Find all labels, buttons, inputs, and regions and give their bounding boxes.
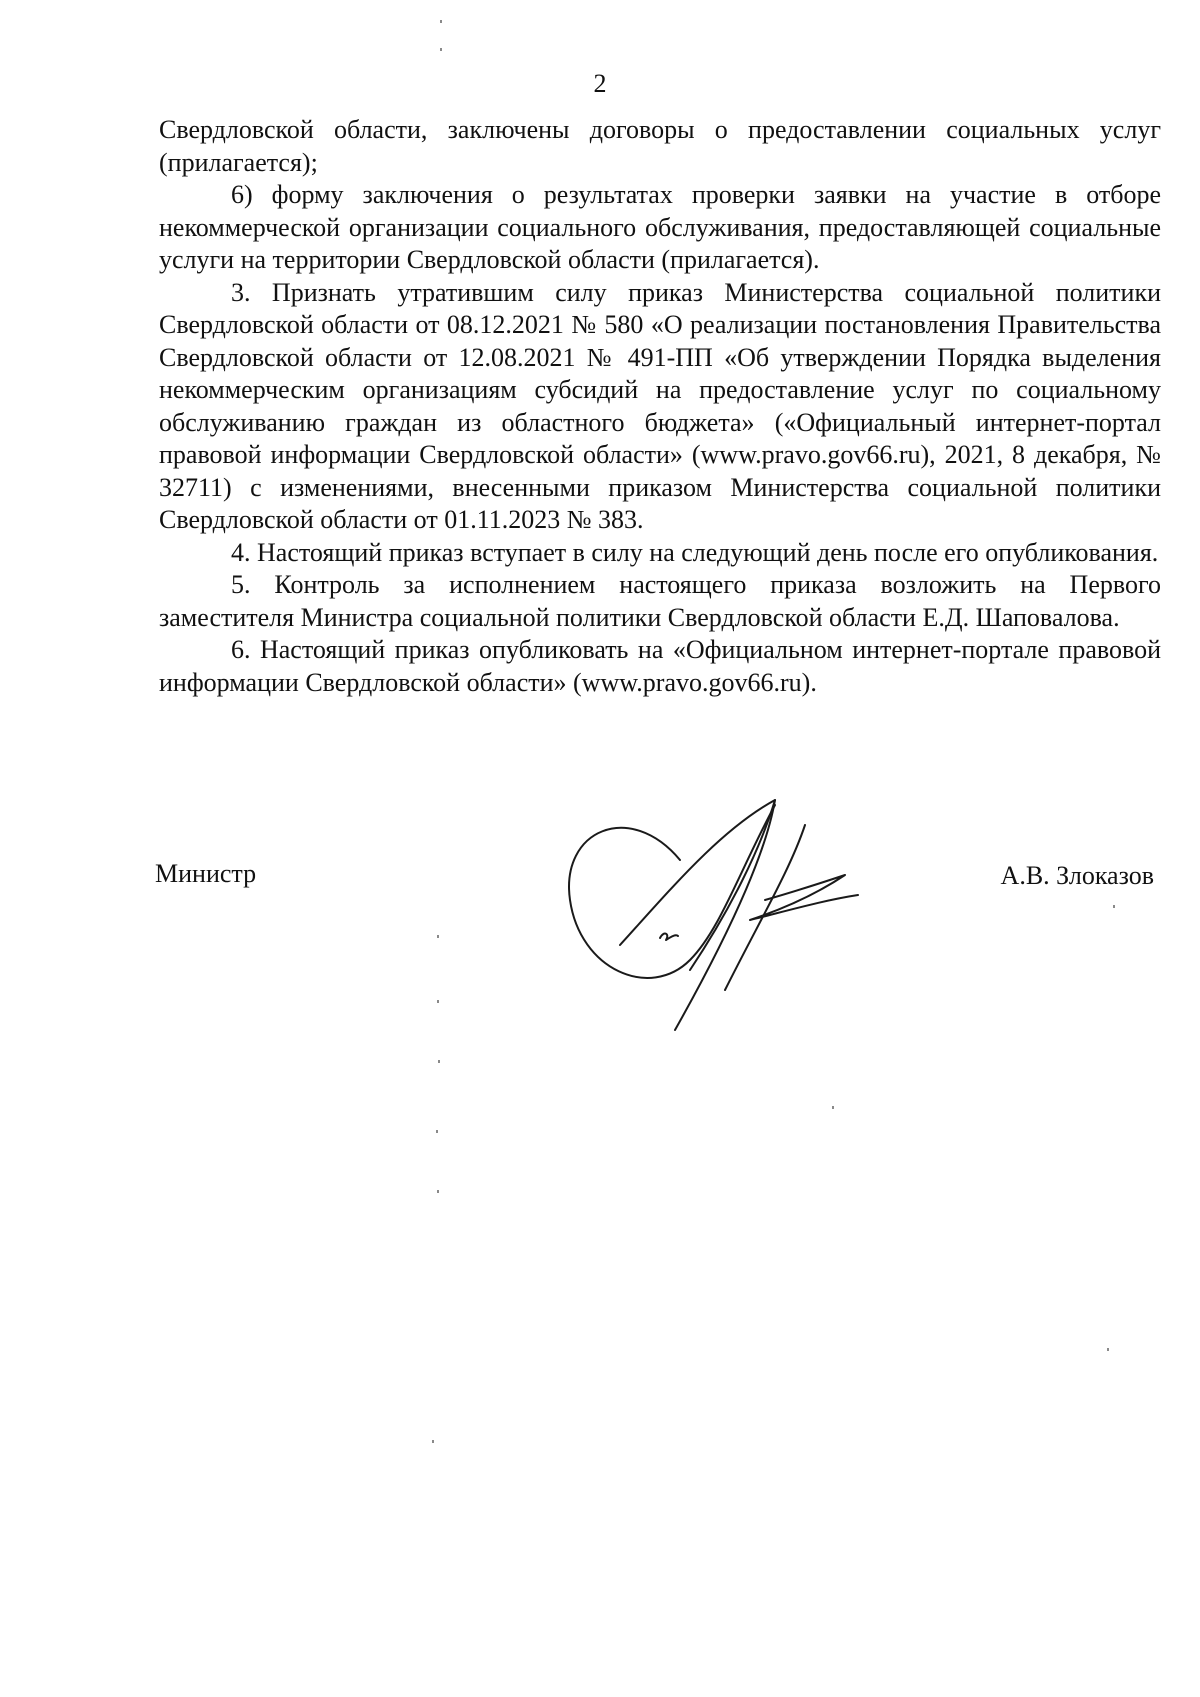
scan-artifact [436,1130,438,1133]
paragraph-clause-6: 6. Настоящий приказ опубликовать на «Официальном интернет-портале правовой информации Свердловской области» (www.pravo.gov66.ru). [159,635,1161,697]
paragraph-clause-5: 5. Контроль за исполнением настоящего приказа возложить на Первого заместителя Министра социальной политики Свердловской области Е.Д. Шаповалова. [159,570,1161,632]
paragraph-clause-3: 3. Признать утратившим силу приказ Министерства социальной политики Свердловской области от 08.12.2021 № 580 «О реализации постановления Правительства Свердловской области от 12.08.2021 № 491-ПП «Об утверждении Порядка выделения некоммерческим организациям субсидий на предоставление услуг по социальному обслуживанию граждан из областного бюджета» («Официальный интернет-портал правовой информации Свердловской области» (www.pravo.gov66.ru), 2021, 8 декабря, № 32711) с изменениями, внесенными приказом Министерства социальной политики Свердловской области от 01.11.2023 № 383. [159,277,1161,534]
document-body [159,114,1161,699]
page-number: 2 [593,69,607,98]
paragraph-item-5-continuation: Свердловской области, заключены договоры о предоставлении социальных услуг (прилагается); [159,115,1161,177]
scan-artifact [440,20,442,23]
scan-artifact [832,1106,834,1109]
scan-artifact [1107,1348,1109,1351]
scan-artifact [437,935,439,938]
scan-artifact [440,48,442,51]
scan-artifact [438,1060,440,1063]
signatory-title: Министр [155,859,257,888]
signatory-name: А.В. Злоказов [1000,861,1154,890]
scan-artifact [437,1000,439,1003]
paragraph-clause-4: 4. Настоящий приказ вступает в силу на следующий день после его опубликования. [231,537,1159,567]
scan-artifact [437,1190,439,1193]
scan-artifact [1113,905,1115,908]
paragraph-item-6: 6) форму заключения о результатах проверки заявки на участие в отборе некоммерческой организации социального обслуживания, предоставляющей социальные услуги на территории Свердловской области (прилагается). [159,180,1161,274]
handwritten-signature [560,790,920,1040]
scan-artifact [432,1440,434,1443]
